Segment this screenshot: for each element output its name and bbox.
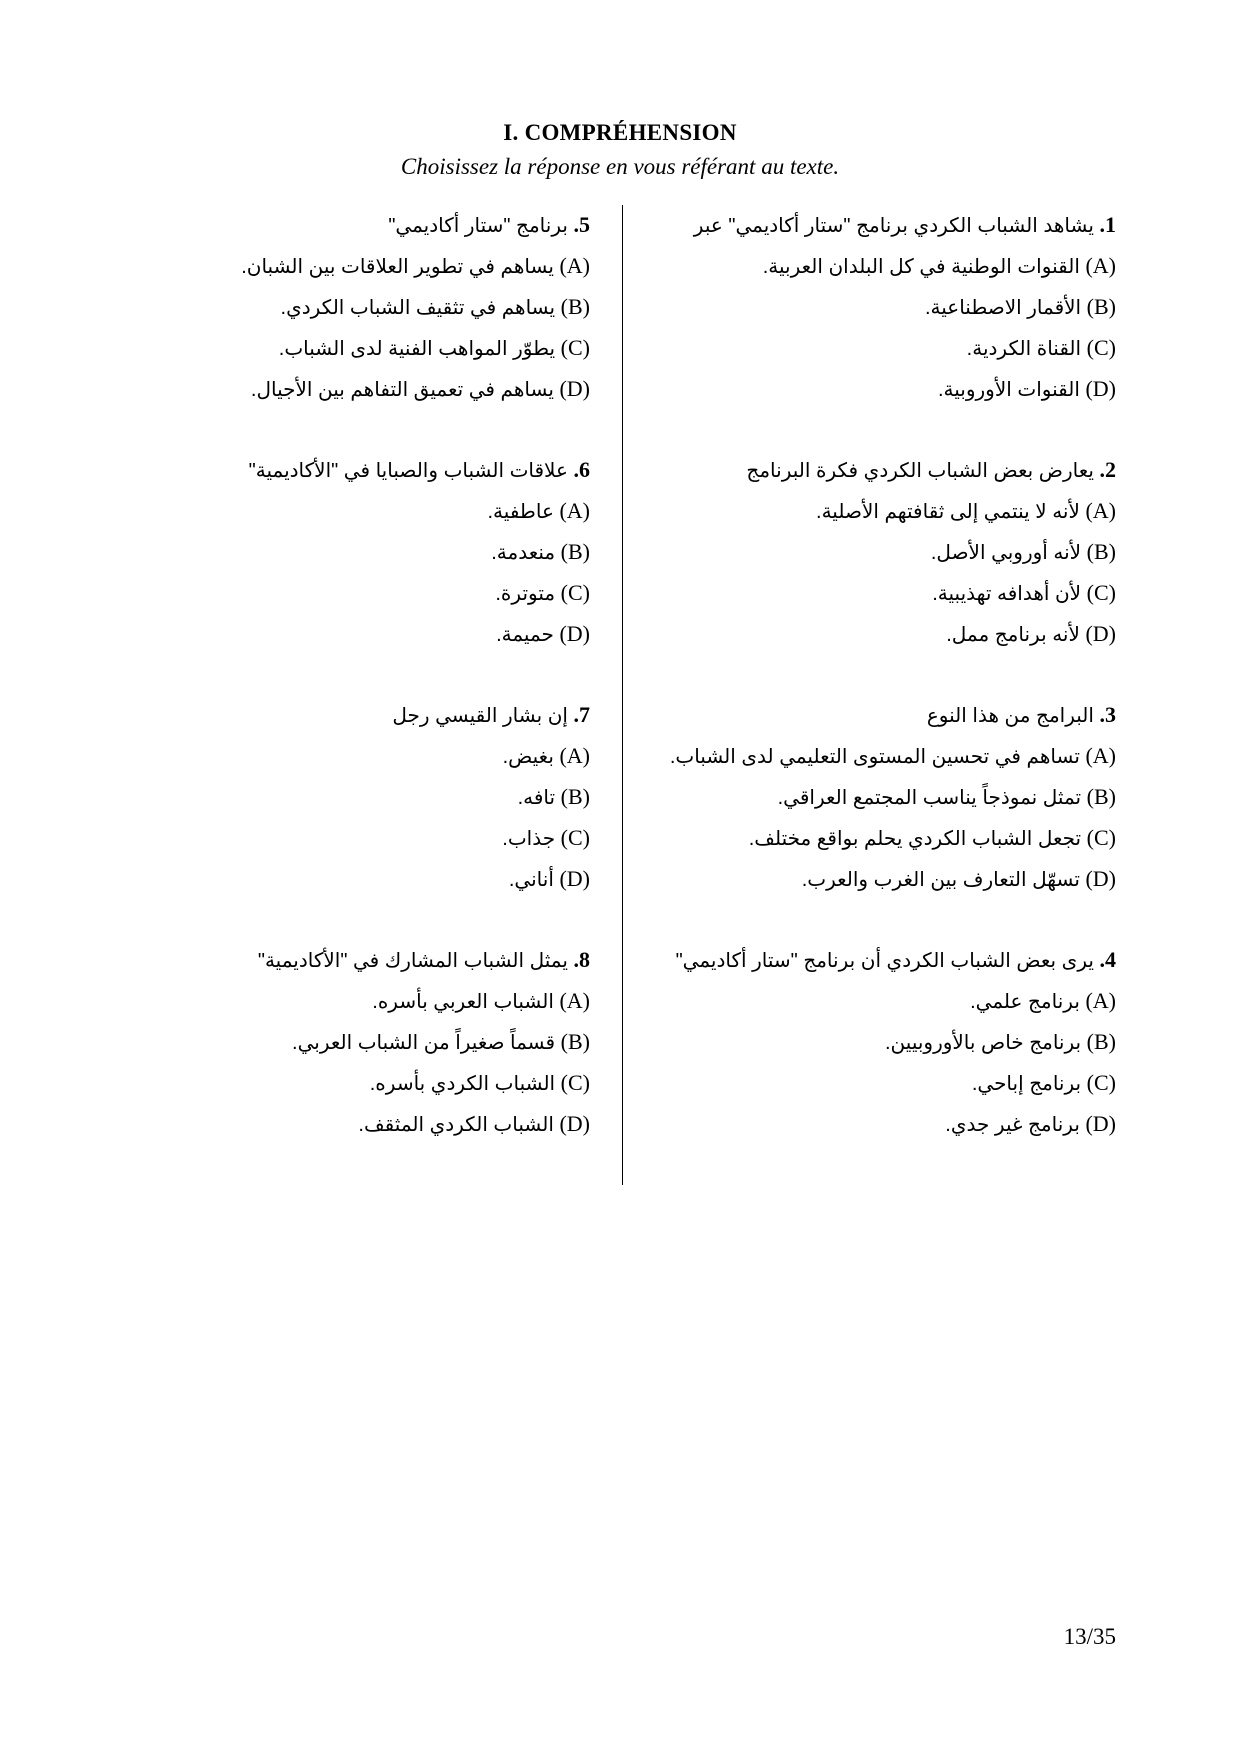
option-text: برنامج علمي. (970, 991, 1080, 1013)
question-3 (616, 695, 1116, 940)
option-b[interactable] (616, 532, 1116, 573)
option-label: (C) (1086, 1070, 1116, 1095)
option-c[interactable] (616, 328, 1116, 369)
option-text: تمثل نموذجاً يناسب المجتمع العراقي. (777, 787, 1082, 809)
question-text: يرى بعض الشباب الكردي أن برنامج "ستار أكاديمي" (675, 950, 1094, 972)
option-text: عاطفية. (487, 501, 554, 523)
question-number: 3. (1099, 702, 1116, 727)
option-label: (D) (1085, 1111, 1116, 1136)
option-label: (A) (1085, 253, 1116, 278)
option-text: يساهم في تثقيف الشباب الكردي. (280, 297, 556, 319)
option-a[interactable] (616, 491, 1116, 532)
question-text: يعارض بعض الشباب الكردي فكرة البرنامج (746, 460, 1094, 482)
option-c[interactable] (130, 818, 590, 859)
option-label: (D) (559, 621, 590, 646)
option-c[interactable] (616, 1063, 1116, 1104)
option-text: الأقمار الاصطناعية. (924, 297, 1082, 319)
option-d[interactable] (130, 369, 590, 410)
option-label: (B) (1086, 539, 1116, 564)
question-number: 4. (1099, 947, 1116, 972)
option-text: جذاب. (502, 828, 556, 850)
question-number: 6. (573, 457, 590, 482)
option-text: قسماً صغيراً من الشباب العربي. (292, 1032, 556, 1054)
question-number: 8. (573, 947, 590, 972)
question-text: برنامج "ستار أكاديمي" (388, 215, 568, 237)
option-label: (C) (560, 1070, 590, 1095)
option-label: (C) (560, 825, 590, 850)
question-number: 5. (573, 212, 590, 237)
question-stem (616, 940, 1116, 981)
option-a[interactable] (616, 981, 1116, 1022)
option-label: (D) (1085, 621, 1116, 646)
option-d[interactable] (130, 859, 590, 900)
option-label: (A) (1085, 743, 1116, 768)
option-text: لأنه برنامج ممل. (946, 624, 1080, 646)
option-text: يساهم في تطوير العلاقات بين الشبان. (241, 256, 554, 278)
question-stem (616, 695, 1116, 736)
option-a[interactable] (616, 246, 1116, 287)
page-number: 13/35 (1063, 1624, 1116, 1649)
option-label: (B) (560, 539, 590, 564)
question-number: 2. (1099, 457, 1116, 482)
option-d[interactable] (616, 1104, 1116, 1145)
section-header (0, 118, 1240, 182)
option-text: الشباب الكردي المثقف. (358, 1114, 554, 1136)
question-stem (616, 450, 1116, 491)
option-text: برنامج غير جدي. (945, 1114, 1080, 1136)
question-5 (130, 205, 590, 450)
question-stem (130, 205, 590, 246)
option-text: الشباب العربي بأسره. (372, 991, 554, 1013)
option-a[interactable] (130, 491, 590, 532)
option-c[interactable] (616, 818, 1116, 859)
option-text: تجعل الشباب الكردي يحلم بواقع مختلف. (748, 828, 1082, 850)
option-text: منعدمة. (491, 542, 556, 564)
column-divider (622, 205, 623, 1185)
option-c[interactable] (130, 328, 590, 369)
option-label: (B) (1086, 784, 1116, 809)
question-6 (130, 450, 590, 695)
option-b[interactable] (130, 532, 590, 573)
option-label: (A) (1085, 988, 1116, 1013)
section-title: I. COMPRÉHENSION (503, 120, 737, 145)
question-1 (616, 205, 1116, 450)
option-label: (A) (1085, 498, 1116, 523)
option-label: (D) (1085, 376, 1116, 401)
option-c[interactable] (616, 573, 1116, 614)
option-text: تسهّل التعارف بين الغرب والعرب. (801, 869, 1080, 891)
question-7 (130, 695, 590, 940)
option-text: القناة الكردية. (966, 338, 1082, 360)
option-label: (D) (559, 376, 590, 401)
question-stem (616, 205, 1116, 246)
question-text: يمثل الشباب المشارك في "الأكاديمية" (257, 950, 568, 972)
question-stem (130, 450, 590, 491)
question-text: علاقات الشباب والصبايا في "الأكاديمية" (248, 460, 568, 482)
option-text: تافه. (517, 787, 556, 809)
option-a[interactable] (616, 736, 1116, 777)
option-label: (B) (1086, 1029, 1116, 1054)
option-b[interactable] (130, 287, 590, 328)
question-column-right (616, 205, 1116, 1185)
option-label: (A) (559, 988, 590, 1013)
option-d[interactable] (130, 1104, 590, 1145)
option-b[interactable] (130, 777, 590, 818)
option-text: برنامج إباحي. (971, 1073, 1082, 1095)
option-label: (A) (559, 743, 590, 768)
option-b[interactable] (130, 1022, 590, 1063)
option-label: (D) (1085, 866, 1116, 891)
option-text: لأنه لا ينتمي إلى ثقافتهم الأصلية. (816, 501, 1080, 523)
option-a[interactable] (130, 736, 590, 777)
option-a[interactable] (130, 981, 590, 1022)
option-d[interactable] (616, 859, 1116, 900)
option-d[interactable] (616, 369, 1116, 410)
question-stem (130, 940, 590, 981)
option-b[interactable] (616, 287, 1116, 328)
option-text: يساهم في تعميق التفاهم بين الأجيال. (250, 379, 554, 401)
option-text: متوترة. (495, 583, 556, 605)
option-a[interactable] (130, 246, 590, 287)
option-label: (B) (1086, 294, 1116, 319)
option-text: الشباب الكردي بأسره. (369, 1073, 556, 1095)
option-label: (B) (560, 784, 590, 809)
question-column-left (130, 205, 590, 1185)
option-text: لأنه أوروبي الأصل. (930, 542, 1082, 564)
option-text: لأن أهدافه تهذيبية. (932, 583, 1082, 605)
option-text: أناني. (508, 869, 554, 891)
option-label: (C) (1086, 580, 1116, 605)
question-number: 1. (1099, 212, 1116, 237)
option-text: القنوات الأوروبية. (937, 379, 1080, 401)
question-number: 7. (573, 702, 590, 727)
option-text: بغيض. (502, 746, 554, 768)
option-label: (C) (1086, 335, 1116, 360)
option-label: (C) (560, 335, 590, 360)
question-8 (130, 940, 590, 1185)
question-stem (130, 695, 590, 736)
option-b[interactable] (616, 1022, 1116, 1063)
option-d[interactable] (616, 614, 1116, 655)
question-text: البرامج من هذا النوع (926, 705, 1094, 727)
option-label: (B) (560, 294, 590, 319)
option-label: (C) (560, 580, 590, 605)
option-c[interactable] (130, 1063, 590, 1104)
question-2 (616, 450, 1116, 695)
option-c[interactable] (130, 573, 590, 614)
option-text: يطوّر المواهب الفنية لدى الشباب. (278, 338, 556, 360)
option-text: القنوات الوطنية في كل البلدان العربية. (762, 256, 1080, 278)
option-b[interactable] (616, 777, 1116, 818)
option-label: (D) (559, 866, 590, 891)
question-text: إن بشار القيسي رجل (392, 705, 568, 727)
option-label: (B) (560, 1029, 590, 1054)
option-label: (A) (559, 498, 590, 523)
question-text: يشاهد الشباب الكردي برنامج "ستار أكاديمي" عبر (693, 215, 1094, 237)
option-label: (D) (559, 1111, 590, 1136)
option-text: تساهم في تحسين المستوى التعليمي لدى الشباب. (669, 746, 1080, 768)
question-4 (616, 940, 1116, 1185)
option-d[interactable] (130, 614, 590, 655)
option-text: حميمة. (496, 624, 554, 646)
option-text: برنامج خاص بالأوروبيين. (885, 1032, 1082, 1054)
option-label: (A) (559, 253, 590, 278)
option-label: (C) (1086, 825, 1116, 850)
section-instruction: Choisissez la réponse en vous référant au texte. (400, 154, 840, 179)
